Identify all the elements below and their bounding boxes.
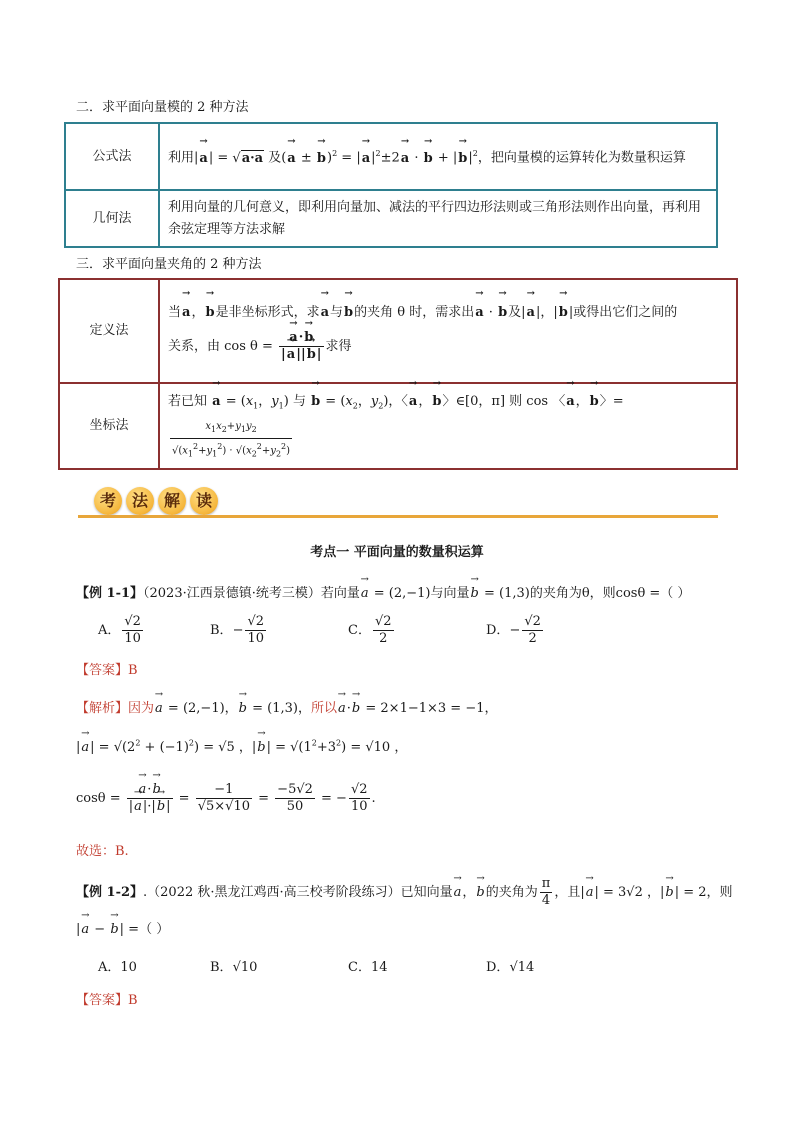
option-d[interactable]: D．√14 — [486, 960, 535, 975]
section-title-modulus: 二．求平面向量模的 2 种方法 — [76, 100, 249, 115]
angle-methods-table — [58, 278, 738, 470]
analysis-modulus-line: |→ $a| = √(2^2 + (-1)^2) = √5$ ，|→ $b| = √(1^2+3^2) = √10$ ， — [76, 736, 407, 755]
method-desc-coordinate: 若已知 → $a = (x_1$，$y_1$) 与 → $b = (x_2$，$y_2$)，〈→ a，→ b〉∈[0，π] 则 cos 〈→ a，→ b〉= $\frac{x_1x_2+y_1y_2}{√(x_1^2+y_1^2) \cdot √(x_2^2+y_2^2)}$ — [159, 383, 737, 469]
table-row — [65, 123, 717, 190]
section-title-angle: 三．求平面向量夹角的 2 种方法 — [76, 257, 262, 272]
method-desc-formula: 利用|→ a| = √a·a 及(→ a ± → b)$^2$ = |→ $a|^2\pm 2\to a$ · → b + |→ $b|^2$，把向量模的运算转化为数量积运算 — [159, 123, 717, 190]
banner-char-1: 考 — [94, 487, 122, 515]
banner-char-3: 解 — [158, 487, 186, 515]
method-label-geometry: 几何法 — [65, 190, 159, 247]
analysis-cos-line: cosθ = → $\frac{a\cdot\to b}{|\to a|\cdot|\to b|}$ = $\frac{-1}{√5\times√10}$ = $\frac{-5√2}{50}$ = − $\frac{√2}{10}$ . — [76, 782, 376, 815]
method-desc-definition: 当→ a，→ b是非坐标形式，求→ a与→ b的夹角 θ 时，需求出→ a · → b及|→ a|，|→ b|或得出它们之间的 关系，由 cos θ = → $\frac{a\cdot\to b}{|\to a||\to b|}$ 求得 — [159, 279, 737, 383]
example-1-1-analysis: 【解析】因为→ a = (2,−1)，→ b = (1,3)，所以→ a·→ b = 2×1−1×3 = −1， — [76, 697, 497, 716]
option-c[interactable]: C． $\frac{√2}{2}$ — [348, 614, 392, 646]
banner-underline — [78, 515, 718, 518]
table-row — [65, 190, 717, 247]
example-1-2-question-end: |→ a − → b| =（ ） — [76, 918, 169, 937]
example-1-2-answer: 【答案】B — [76, 993, 138, 1008]
option-a[interactable]: A．10 — [98, 960, 137, 975]
option-a[interactable]: A． $\frac{√2}{10}$ — [98, 614, 141, 646]
method-label-formula: 公式法 — [65, 123, 159, 190]
example-1-1-conclusion: 故选：B. — [76, 844, 129, 859]
example-1-1-question: 【例 1-1】（2023·江西景德镇·统考三模）若向量→ a = (2,−1)与向量→ b = (1,3)的夹角为θ，则cosθ =（ ） — [76, 582, 690, 601]
option-b[interactable]: B．− $\frac{√2}{10}$ — [210, 614, 265, 646]
table-row — [59, 383, 737, 469]
banner-char-4: 读 — [190, 487, 218, 515]
method-label-coordinate: 坐标法 — [59, 383, 159, 469]
method-desc-geometry: 利用向量的几何意义，即利用向量加、减法的平行四边形法则或三角形法则作出向量，再利用余弦定理等方法求解 — [159, 190, 717, 247]
topic-title: 考点一 平面向量的数量积运算 — [310, 545, 484, 560]
method-label-definition: 定义法 — [59, 279, 159, 383]
banner-char-2: 法 — [126, 487, 154, 515]
example-1-1-answer: 【答案】B — [76, 663, 138, 678]
option-d[interactable]: D．− $\frac{√2}{2}$ — [486, 614, 541, 646]
option-c[interactable]: C．14 — [348, 960, 388, 975]
option-b[interactable]: B．√10 — [210, 960, 258, 975]
example-1-2-question: 【例 1-2】.（2022 秋·黑龙江鸡西·高三校考阶段练习）已知向量→ a，→ b的夹角为 $\frac{\pi}{4}$ ，且|→ a| = 3√2 ，|→ b| = 2，则 — [76, 876, 733, 909]
modulus-methods-table — [64, 122, 718, 248]
table-row — [59, 279, 737, 383]
